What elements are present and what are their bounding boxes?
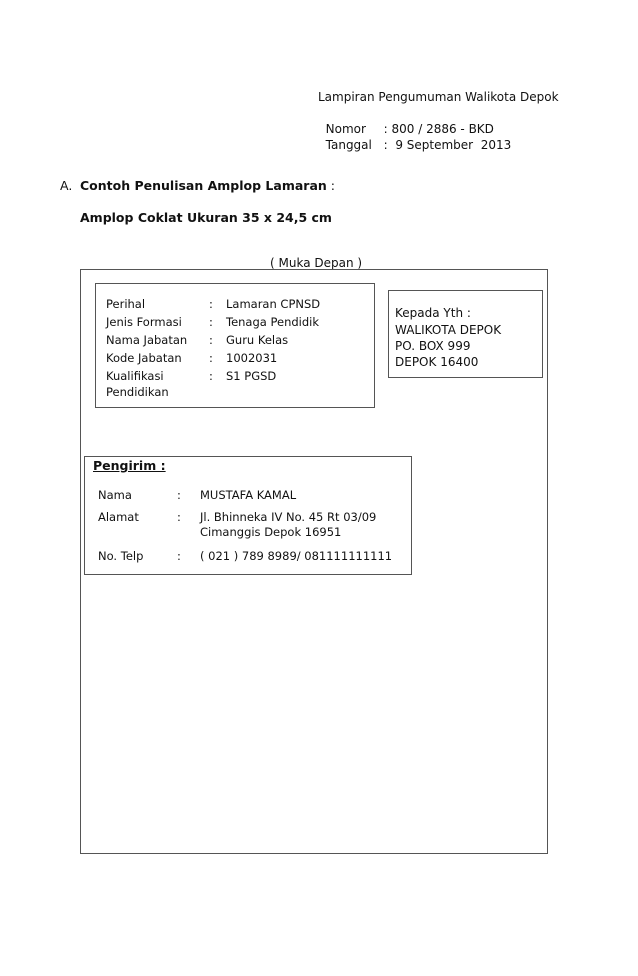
- subject-key: Nama Jabatan: [106, 333, 188, 347]
- subject-key: Perihal: [106, 297, 146, 311]
- subject-row-nama-jabatan: [106, 333, 366, 349]
- sender-key: Alamat: [98, 510, 139, 524]
- section-title-text: Contoh Penulisan Amplop Lamaran: [80, 178, 327, 193]
- header-tanggal-line: [318, 121, 511, 153]
- front-face-label: ( Muka Depan ): [270, 256, 363, 270]
- subject-value: S1 PGSD: [226, 369, 277, 383]
- sender-sep: :: [177, 510, 181, 524]
- recipient-po-box: PO. BOX 999: [395, 339, 471, 353]
- subject-key: Kode Jabatan: [106, 351, 182, 365]
- recipient-city: DEPOK 16400: [395, 355, 479, 369]
- recipient-greeting: Kepada Yth :: [395, 306, 471, 320]
- subject-row-kode-jabatan: [106, 351, 366, 367]
- header-tanggal-label: Tanggal: [325, 138, 372, 152]
- sender-sep: :: [177, 549, 181, 563]
- sender-value: Jl. Bhinneka IV No. 45 Rt 03/09: [200, 510, 377, 524]
- sender-row-nama: [98, 488, 398, 504]
- header-nomor-label: Nomor: [325, 122, 366, 136]
- subject-value: Tenaga Pendidik: [226, 315, 320, 329]
- sender-row-alamat: [98, 510, 398, 542]
- subject-row-perihal: [106, 297, 366, 313]
- section-title: [80, 178, 335, 193]
- header-nomor-value: : 800 / 2886 - BKD: [383, 122, 494, 136]
- header-attachment-line: Lampiran Pengumuman Walikota Depok: [318, 90, 559, 104]
- sender-key: No. Telp: [98, 549, 144, 563]
- subject-key: Jenis Formasi: [106, 315, 182, 329]
- header-tanggal-value: : 9 September 2013: [383, 138, 512, 152]
- sender-row-telp: [98, 549, 398, 565]
- sender-value-line2: Cimanggis Depok 16951: [200, 525, 342, 539]
- recipient-name: WALIKOTA DEPOK: [395, 323, 502, 337]
- subject-sep: :: [209, 351, 213, 365]
- sender-value: ( 021 ) 789 8989/ 081111111111: [200, 549, 393, 563]
- subject-sep: :: [209, 333, 213, 347]
- subject-value: Guru Kelas: [226, 333, 289, 347]
- subject-sep: :: [209, 315, 213, 329]
- subject-sep: :: [209, 369, 213, 383]
- subject-row-kualifikasi: [106, 369, 366, 401]
- sender-title: Pengirim :: [93, 458, 166, 473]
- sender-key: Nama: [98, 488, 132, 502]
- subject-value: 1002031: [226, 351, 278, 365]
- sender-sep: :: [177, 488, 181, 502]
- sender-value: MUSTAFA KAMAL: [200, 488, 297, 502]
- subject-sep: :: [209, 297, 213, 311]
- subject-key-line2: Pendidikan: [106, 385, 169, 399]
- subject-key: Kualifikasi: [106, 369, 164, 383]
- envelope-size-subtitle: Amplop Coklat Ukuran 35 x 24,5 cm: [80, 210, 332, 225]
- section-letter: A.: [60, 178, 73, 193]
- subject-row-jenis-formasi: [106, 315, 366, 331]
- section-title-colon: :: [326, 178, 335, 193]
- subject-value: Lamaran CPNSD: [226, 297, 321, 311]
